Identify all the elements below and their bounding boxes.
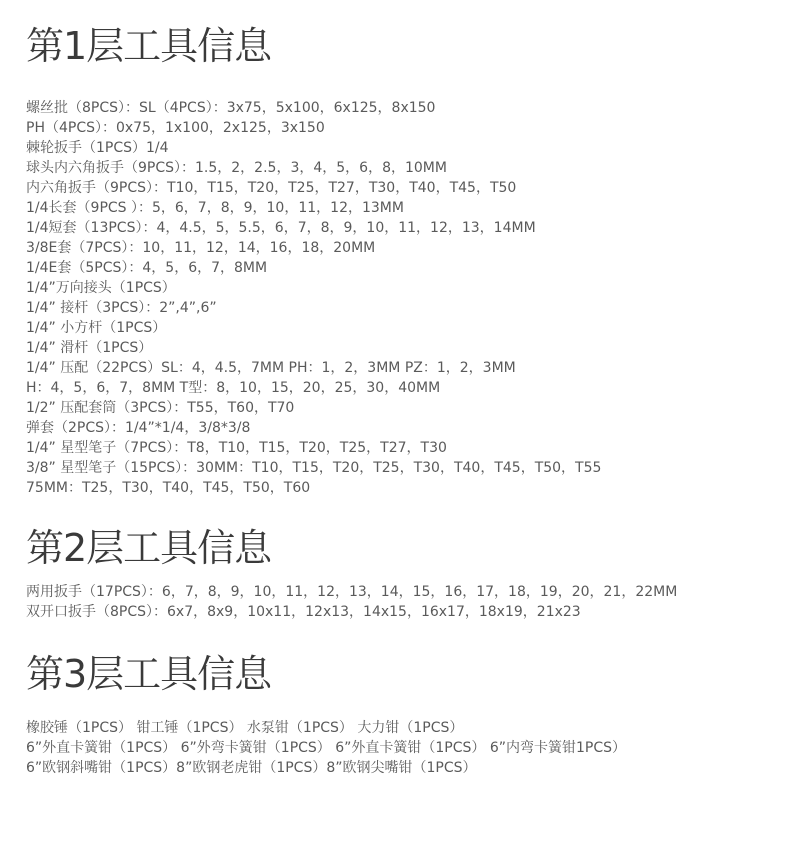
section-1-line: 1/4E套（5PCS）：4，5，6，7，8MM bbox=[26, 260, 268, 276]
section-3-line: 6”欧钢斜嘴钳（1PCS）8”欧钢老虎钳（1PCS）8”欧钢尖嘴钳（1PCS） bbox=[26, 760, 477, 776]
section-1-line: 3/8” 星型笔子（15PCS）：30MM：T10，T15，T20，T25，T30，T40，T45，T50，T55 bbox=[26, 460, 602, 476]
section-1-line: 1/4短套（13PCS）：4，4.5，5，5.5，6，7，8，9，10，11，12，13，14MM bbox=[26, 220, 536, 236]
section-1-line: 3/8E套（7PCS）：10，11，12，14，16，18，20MM bbox=[26, 240, 376, 256]
section-2-line: 双开口扳手（8PCS）：6x7，8x9，10x11，12x13，14x15，16x17，18x19，21x23 bbox=[26, 604, 581, 620]
section-1-line: 弹套（2PCS）：1/4”*1/4，3/8*3/8 bbox=[26, 420, 251, 436]
section-1-line: 内六角扳手（9PCS）：T10，T15，T20，T25，T27，T30，T40，T45，T50 bbox=[26, 180, 517, 196]
section-3-line: 橡胶锤（1PCS） 钳工锤（1PCS） 水泵钳（1PCS） 大力钳（1PCS） bbox=[26, 720, 464, 736]
section-2-line: 两用扳手（17PCS）：6，7，8，9，10，11，12，13，14，15，16，17，18，19，20，21，22MM bbox=[26, 584, 678, 600]
section-1-line: 1/4” 压配（22PCS）SL：4，4.5，7MM PH：1，2，3MM PZ：1，2，3MM bbox=[26, 360, 516, 376]
section-1-line: 1/4” 接杆（3PCS）：2”,4”,6” bbox=[26, 300, 217, 316]
section-1-line: 1/4” 小方杆（1PCS） bbox=[26, 320, 167, 336]
section-1-line: 75MM：T25，T30，T40，T45，T50，T60 bbox=[26, 480, 311, 496]
section-1-heading: 第1层工具信息 bbox=[26, 24, 272, 68]
section-1-line: 球头内六角扳手（9PCS）：1.5，2，2.5，3，4，5，6，8，10MM bbox=[26, 160, 447, 176]
section-3-heading: 第3层工具信息 bbox=[26, 652, 272, 696]
section-1-line: PH（4PCS）：0x75，1x100，2x125，3x150 bbox=[26, 120, 325, 136]
section-1-line: 1/2” 压配套筒（3PCS）：T55，T60，T70 bbox=[26, 400, 295, 416]
section-1-line: 棘轮扳手（1PCS）1/4 bbox=[26, 140, 169, 156]
section-3-line: 6”外直卡簧钳（1PCS） 6”外弯卡簧钳（1PCS） 6”外直卡簧钳（1PCS） 6”内弯卡簧钳1PCS） bbox=[26, 740, 627, 756]
section-1-line: 1/4长套（9PCS ）：5，6，7，8，9，10，11，12，13MM bbox=[26, 200, 404, 216]
section-1-list bbox=[26, 98, 601, 498]
section-1-line: 1/4”万向接头（1PCS） bbox=[26, 280, 176, 296]
section-1-line: 1/4” 星型笔子（7PCS）：T8，T10，T15，T20，T25，T27，T30 bbox=[26, 440, 447, 456]
section-1-line: H：4，5，6，7，8MM T型：8，10，15，20，25，30，40MM bbox=[26, 380, 441, 396]
section-1-line: 1/4” 滑杆（1PCS） bbox=[26, 340, 153, 356]
section-1-line: 螺丝批（8PCS）：SL（4PCS）：3x75，5x100，6x125，8x150 bbox=[26, 100, 436, 116]
section-2-heading: 第2层工具信息 bbox=[26, 526, 272, 570]
section-3-list bbox=[26, 718, 626, 778]
section-2-list bbox=[26, 582, 677, 622]
